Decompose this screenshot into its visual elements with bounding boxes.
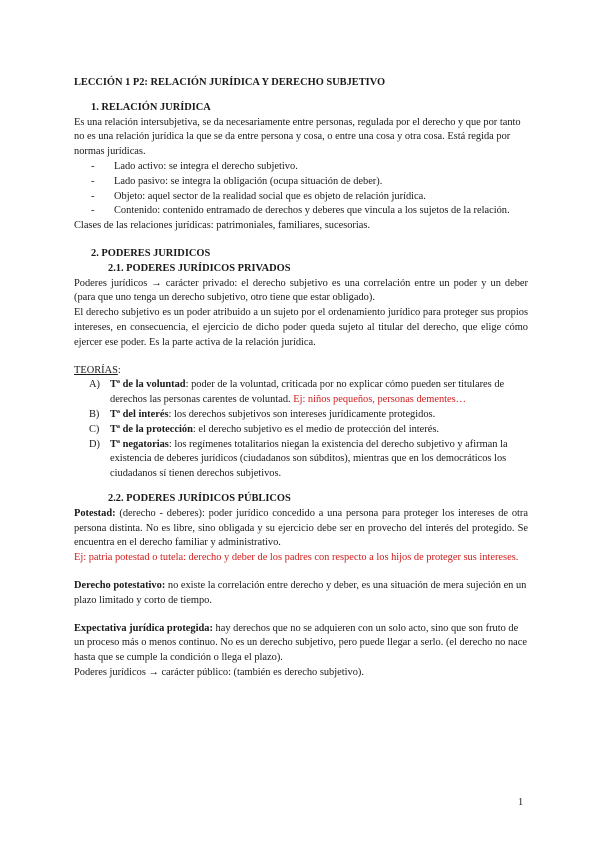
theory-marker: D) [89, 438, 100, 450]
theory-name: Tª de la voluntad [110, 379, 186, 391]
theory-name: Tª negatorias [110, 438, 169, 450]
theory-text: : los derechos subjetivos son intereses jurídicamente protegidos. [168, 408, 436, 420]
potestativo-term: Derecho potestativo: [74, 579, 166, 591]
theories-label: TEORÍAS: [74, 364, 121, 376]
theory-item [74, 378, 528, 408]
section-1-heading: 1. RELACIÓN JURÍDICA [91, 101, 211, 113]
subsection-2-2-heading: 2.2. PODERES JURÍDICOS PÚBLICOS [108, 492, 291, 504]
theories-label-text: TEORÍAS [74, 364, 118, 376]
theory-item [74, 408, 528, 423]
potestad-paragraph: Potestad: (derecho - deberes): poder jurídico concedido a una persona para proteger los intereses de otra persona distinta. No es libre, sino obligada y su ejercicio debe ser en provecho del interés del protegido. Se encuentra en el derecho familiar y administrativo. [74, 507, 528, 549]
expectativa-paragraph: Expectativa jurídica protegida: hay derechos que no se adquieren con un solo acto, sino que son fruto de un proceso más o menos continuo. No es un derecho subjetivo, pero puede llegar a serlo. (el derecho no nace hasta que se cumple la condición o llega el plazo). [74, 622, 527, 664]
theory-marker: B) [89, 408, 100, 420]
theory-name: Tª del interés [110, 408, 169, 420]
document-title: LECCIÓN 1 P2: RELACIÓN JURÍDICA Y DERECHO SUBJETIVO [74, 77, 386, 88]
theory-example: Ej: niños pequeños, personas dementes… [293, 394, 467, 406]
private-powers-paragraph: Poderes jurídicos → carácter privado: el derecho subjetivo es una correlación entre un poder y un deber (para que uno tenga un derecho subjetivo, otro tiene que estar obligado). [74, 277, 528, 304]
document-page [74, 76, 528, 681]
potestad-example: Ej: patria potestad o tutela: derecho y deber de los padres con respecto a los hijos de proteger sus intereses. [74, 552, 519, 564]
list-item: - Lado activo: se integra el derecho subjetivo. [74, 160, 528, 175]
theory-marker: A) [89, 379, 100, 391]
relation-sides-list [74, 160, 528, 219]
theory-text: : los regímenes totalitarios niegan la existencia del derecho subjetivo y afirman la existencia de deberes jurídicos (ciudadanos son súbditos), mientras que en los democráticos los ciudadanos sí tienen derechos subjetivos. [110, 438, 508, 480]
theory-text: : el derecho subjetivo es el medio de protección del interés. [192, 423, 439, 435]
subsection-2-1-heading: 2.1. PODERES JURÍDICOS PRIVADOS [108, 262, 291, 274]
expectativa-term: Expectativa jurídica protegida: [74, 622, 213, 634]
theory-item [74, 423, 528, 438]
section-2-heading: 2. PODERES JURIDICOS [91, 247, 211, 259]
list-item: - Contenido: contenido entramado de derechos y deberes que vincula a los sujetos de la relación. [74, 204, 528, 219]
subjective-right-paragraph: El derecho subjetivo es un poder atribuido a un sujeto por el ordenamiento jurídico para proteger sus propios intereses, en consecuencia, el ejercicio de dicho poder queda sujeto al titular del derecho, que elige cómo ejercer ese poder. Es la parte activa de la relación jurídica. [74, 307, 528, 348]
theories-list [74, 378, 528, 482]
public-powers-line: Poderes jurídicos → carácter público: (también es derecho subjetivo). [74, 666, 364, 678]
section-1-intro: Es una relación intersubjetiva, se da necesariamente entre personas, regulada por el derecho y que por tanto no es una relación jurídica la que se da entre persona y cosa, o entre una cosa y otra cosa. Está regida por normas jurídicas. [74, 116, 521, 158]
potestad-term: Potestad: [74, 507, 116, 519]
theory-name: Tª de la protección [110, 423, 193, 435]
theory-text: : poder de la voluntad, criticada por no explicar cómo pueden ser titulares de derechos las personas carentes de voluntad. [110, 379, 505, 406]
theory-item [74, 438, 528, 482]
list-item: - Lado pasivo: se integra la obligación (ocupa situación de deber). [74, 175, 528, 190]
potestativo-paragraph: Derecho potestativo: no existe la correlación entre derecho y deber, es una situación de mera sujeción en un plazo limitado y corto de tiempo. [74, 579, 527, 606]
relation-classes: Clases de las relaciones jurídicas: patrimoniales, familiares, sucesorias. [74, 220, 371, 232]
page-number: 1 [518, 797, 524, 808]
theory-marker: C) [89, 423, 100, 435]
list-item: - Objeto: aquel sector de la realidad social que es objeto de relación jurídica. [74, 190, 528, 205]
